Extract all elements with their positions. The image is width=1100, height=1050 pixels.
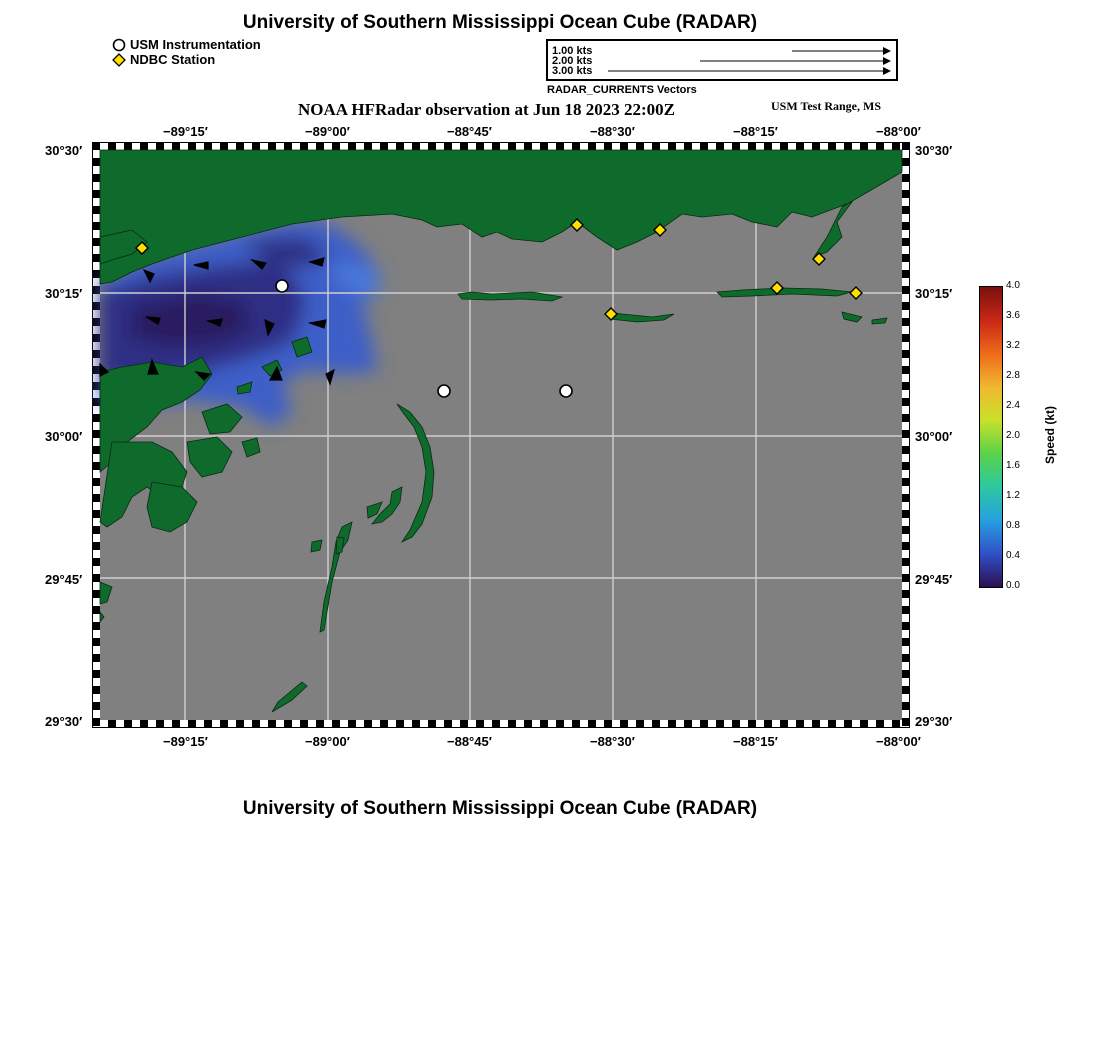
lon-tick-bottom: −89°15′ xyxy=(163,734,208,749)
lat-tick-right: 29°45′ xyxy=(915,572,953,587)
colorbar-tick: 3.2 xyxy=(1006,340,1020,351)
usm-station-icon xyxy=(560,385,572,397)
lat-tick-right: 30°30′ xyxy=(915,143,953,158)
lon-tick-top: −88°30′ xyxy=(590,124,635,139)
colorbar-title: Speed (kt) xyxy=(1043,406,1057,465)
lon-tick-top: −89°00′ xyxy=(305,124,350,139)
lat-tick-left: 30°00′ xyxy=(45,429,83,444)
colorbar-ticks xyxy=(1002,280,1042,591)
colorbar-tick: 2.0 xyxy=(1006,430,1020,441)
vector-key-caption: RADAR_CURRENTS Vectors xyxy=(547,84,697,96)
lon-tick-bottom: −88°15′ xyxy=(733,734,778,749)
colorbar-tick: 0.8 xyxy=(1006,520,1020,531)
vector-key-box xyxy=(546,39,898,81)
colorbar-tick: 1.2 xyxy=(1006,490,1020,501)
usm-station-icon xyxy=(438,385,450,397)
lon-tick-bottom: −88°45′ xyxy=(447,734,492,749)
lat-tick-left: 29°30′ xyxy=(45,714,83,729)
colorbar-tick: 0.0 xyxy=(1006,580,1020,591)
legend-usm-label: USM Instrumentation xyxy=(130,37,261,52)
legend-ndbc xyxy=(112,52,215,67)
map-frame-bottom xyxy=(93,720,909,727)
ndbc-diamond-icon xyxy=(112,53,126,67)
lat-tick-right: 30°00′ xyxy=(915,429,953,444)
lon-tick-bottom: −88°00′ xyxy=(876,734,921,749)
colorbar-tick: 3.6 xyxy=(1006,310,1020,321)
colorbar-tick: 0.4 xyxy=(1006,550,1020,561)
lon-tick-bottom: −88°30′ xyxy=(590,734,635,749)
colorbar-tick: 4.0 xyxy=(1006,280,1020,291)
map-panel xyxy=(92,142,910,728)
page-title: University of Southern Mississippi Ocean Cube (RADAR) xyxy=(242,12,758,33)
lon-tick-top: −89°15′ xyxy=(163,124,208,139)
lat-tick-left: 30°30′ xyxy=(45,143,83,158)
colorbar-gradient xyxy=(980,287,1002,587)
vector-key-2: 2.00 kts xyxy=(552,55,593,67)
vector-key-1: 1.00 kts xyxy=(552,45,593,57)
legend-ndbc-label: NDBC Station xyxy=(130,52,216,67)
map-subtitle: NOAA HFRadar observation at Jun 18 2023 22:00Z xyxy=(298,100,676,119)
lon-tick-bottom: −89°00′ xyxy=(305,734,350,749)
colorbar-tick: 2.4 xyxy=(1006,400,1020,411)
usm-station-icon xyxy=(276,280,288,292)
lon-tick-top: −88°15′ xyxy=(733,124,778,139)
page-title-bottom: University of Southern Mississippi Ocean Cube (RADAR) xyxy=(242,798,758,819)
map-frame-right xyxy=(902,143,909,727)
colorbar-tick: 1.6 xyxy=(1006,460,1020,471)
lon-tick-top: −88°45′ xyxy=(447,124,492,139)
colorbar xyxy=(979,286,1003,588)
lat-tick-right: 29°30′ xyxy=(915,714,953,729)
legend-usm xyxy=(112,37,261,52)
usm-circle-icon xyxy=(112,38,126,52)
range-label: USM Test Range, MS xyxy=(771,99,882,113)
vector-key-3: 3.00 kts xyxy=(552,65,593,77)
map-frame-top xyxy=(93,143,909,150)
lat-tick-left: 29°45′ xyxy=(45,572,83,587)
lon-tick-top: −88°00′ xyxy=(876,124,921,139)
lat-tick-right: 30°15′ xyxy=(915,286,953,301)
colorbar-tick: 2.8 xyxy=(1006,370,1020,381)
vector-key-arrows xyxy=(548,41,896,79)
map-frame-left xyxy=(93,143,100,727)
lat-tick-left: 30°15′ xyxy=(45,286,83,301)
